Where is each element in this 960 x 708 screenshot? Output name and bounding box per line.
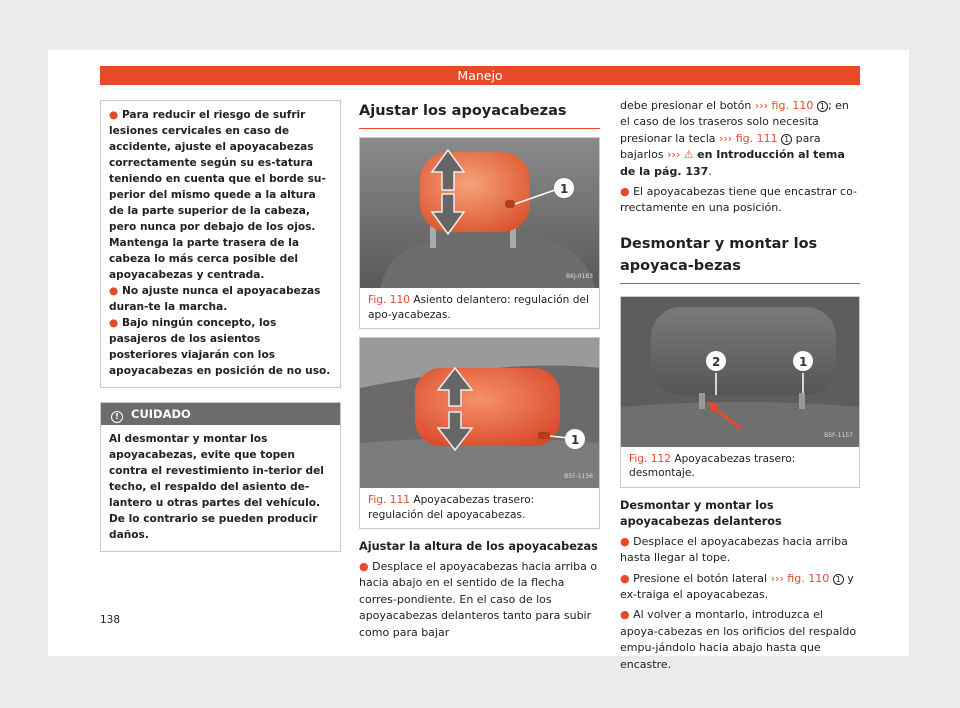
paragraph: debe presionar el botón ››› fig. 110 1 ; en el caso de los traseros solo necesita presionar la tecla ››› fig. 111 1 para bajarlos ››› ⚠ en Introducción al tema de la pág. 137. — [620, 99, 849, 178]
section-title: Ajustar los apoyacabezas — [359, 100, 600, 129]
paragraph: ● Presione el botón lateral ››› fig. 110 1 y ex-traiga el apoyacabezas. — [620, 571, 854, 602]
section-title: Desmontar y montar los apoyaca-bezas — [620, 233, 860, 284]
column-left — [100, 100, 341, 552]
headrest-rear-illustration — [360, 338, 599, 488]
paragraph: ● Desplace el apoyacabezas hacia arriba hasta llegar al tope. — [620, 534, 848, 565]
figure-111 — [359, 337, 600, 529]
headrest-removal-illustration — [621, 297, 859, 447]
paragraph: ● El apoyacabezas tiene que encastrar co-rrectamente en una posición. — [620, 185, 857, 215]
figure-link[interactable]: fig. 110 — [771, 99, 814, 112]
figure-110 — [359, 137, 600, 329]
warning-item: ● Bajo ningún concepto, los pasajeros de los asientos posteriores viajarán con los apoyacabezas en posición de no uso. — [109, 317, 331, 377]
figure-caption: Fig. 111 Apoyacabezas trasero: regulación del apoyacabezas. — [368, 494, 535, 521]
image-code: BKJ-0183 — [565, 272, 593, 280]
headrest-front-image — [360, 138, 599, 288]
warning-item: ● Para reducir el riesgo de sufrir lesiones cervicales en caso de accidente, ajuste el apoyacabezas correctamente según su es-tatura teniendo en cuenta que el borde su-perior del mismo quede a la altura de la parte superior de la cabeza, pero nunca por debajo de los ojos. Mantenga la parte trasera de la cabeza lo más cerca posible del apoyacabezas y centrada. — [109, 109, 326, 281]
info-icon: ! — [111, 411, 123, 423]
figure-link[interactable]: fig. 110 — [787, 571, 830, 585]
column-right — [620, 100, 860, 673]
warning-item: ● No ajuste nunca el apoyacabezas duran-te la marcha. — [109, 285, 321, 313]
callout-1: 1 — [560, 182, 569, 196]
paragraph: ● Desplace el apoyacabezas hacia arriba o hacia abajo en el sentido de la flecha corres-pondiente. En el caso de los apoyacabezas delanteros tanto para subir como para bajar — [359, 560, 598, 639]
subheading: Desmontar y montar los apoyacabezas delanteros — [620, 498, 782, 528]
callout-2: 2 — [712, 354, 721, 369]
callout-1: 1 — [571, 433, 580, 447]
headrest-front-illustration — [360, 138, 599, 288]
caution-box — [100, 402, 341, 552]
image-code: B5F-1157 — [824, 431, 853, 439]
warning-box — [100, 100, 341, 388]
paragraph: ● Al volver a montarlo, introduzca el apoya-cabezas en los orificios del respaldo empu-jándolo hacia abajo hasta que encastre. — [620, 608, 857, 671]
image-code: B5F-1156 — [564, 472, 593, 480]
page-header: Manejo — [100, 66, 860, 85]
figure-link[interactable]: fig. 111 — [735, 131, 778, 145]
warning-triangle-icon: ⚠ — [683, 148, 694, 162]
caution-header: ! CUIDADO — [101, 403, 340, 425]
headrest-rear-image — [360, 338, 599, 488]
subheading: Ajustar la altura de los apoyacabezas — [359, 540, 598, 553]
callout-1: 1 — [799, 354, 808, 369]
page-number: 138 — [100, 614, 121, 626]
figure-caption: Fig. 112 Apoyacabezas trasero: desmontaje. — [629, 452, 796, 480]
figure-112 — [620, 296, 860, 488]
column-middle — [359, 100, 600, 641]
headrest-removal-image — [621, 297, 859, 447]
caution-text: Al desmontar y montar los apoyacabezas, evite que topen contra el revestimiento in-terior del techo, el respaldo del asiento de-lantero u otras partes del vehículo. De lo contrario se pueden producir daños. — [109, 433, 324, 541]
figure-caption: Fig. 110 Asiento delantero: regulación del apo-yacabezas. — [368, 294, 589, 321]
